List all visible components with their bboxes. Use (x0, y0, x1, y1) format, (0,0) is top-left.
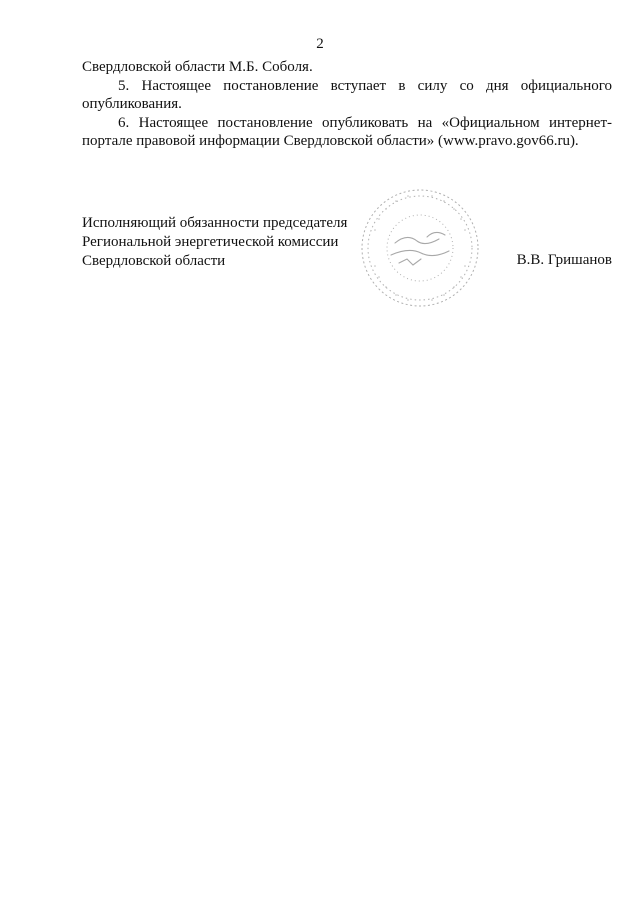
signatory-position-line-3: Свердловской области (82, 253, 226, 269)
paragraph-6: 6. Настоящее постановление опубликовать на «Официальном интернет-портале правовой информации Свердловской области» (www.pravo.gov66.ru). (82, 114, 612, 149)
signatory-position (82, 214, 382, 271)
page-number: 2 (316, 36, 324, 52)
paragraph-continuation: Свердловской области М.Б. Соболя. (82, 59, 313, 75)
seal-icon (355, 185, 485, 311)
signatory-position-line-2: Региональной энергетической комиссии (82, 234, 339, 250)
paragraph-5: 5. Настоящее постановление вступает в силу со дня официального опубликования. (82, 77, 612, 112)
document-body (82, 58, 612, 151)
official-seal-stamp (355, 185, 485, 311)
signer-name: В.В. Гришанов (516, 252, 612, 268)
signatory-position-line-1: Исполняющий обязанности председателя (82, 215, 348, 231)
